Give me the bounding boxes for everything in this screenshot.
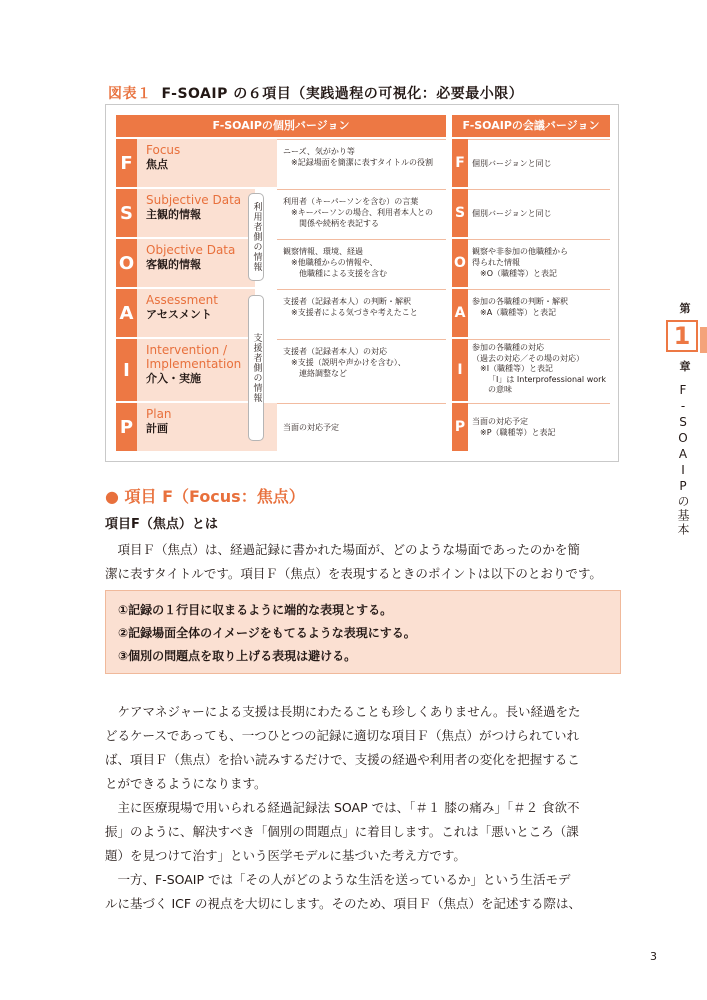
meeting-row-letter: S (452, 189, 468, 237)
row-name-en: Objective Data (146, 243, 236, 257)
meeting-desc-note: ※P（職種等）と表記 (480, 428, 556, 437)
paragraph-line: 題）を見つけて治す」という医学モデルに基づいた考え方です。 (105, 848, 466, 863)
row-letter: P (116, 403, 137, 451)
row-description (277, 289, 446, 337)
meeting-row-letter: P (452, 403, 468, 451)
meeting-desc-note: ※A（職種等）と表記 (480, 308, 557, 317)
paragraph-line: どるケースであっても、一つひとつの記録に適切な項目Ｆ（焦点）がつけられていれ (105, 728, 580, 743)
desc-note: ※キーパーソンの場合、利用者本人との (291, 208, 433, 217)
row-description (277, 403, 446, 451)
chapter-number: 1 (666, 320, 698, 352)
paragraph-line: 潔に表すタイトルです。項目Ｆ（焦点）を表現するときのポイントは以下のとおりです。 (105, 566, 602, 581)
row-name-ja: アセスメント (146, 308, 212, 321)
row-description (277, 139, 446, 187)
row-letter: O (116, 239, 137, 287)
meeting-desc-line: 当面の対応予定 (472, 417, 528, 426)
meeting-row-description (468, 239, 610, 287)
row-name (137, 239, 255, 287)
chapter-suffix: 章 (679, 360, 691, 373)
row-name-ja: 介入・実施 (146, 372, 201, 385)
desc-note: 関係や続柄を表記する (299, 219, 379, 228)
meeting-row-s (452, 189, 610, 237)
paragraph-line: 主に医療現場で用いられる経過記録法 SOAP では、「＃１ 膝の痛み」「＃２ 食欲不 (105, 800, 580, 815)
row-name (137, 139, 277, 187)
row-name (137, 339, 255, 401)
meeting-row-letter: A (452, 289, 468, 337)
row-letter: A (116, 289, 137, 337)
desc-note: 連絡調整など (299, 369, 347, 378)
chapter-indicator (662, 300, 707, 374)
desc-note: ※支援者による気づきや考えたこと (291, 308, 418, 317)
row-name-en: Focus (146, 143, 181, 157)
desc-line: 支援者（記録者本人）の対応 (283, 347, 387, 356)
meeting-desc-line: 観察や非参加の他職種から (472, 247, 568, 256)
paragraph-line: とができるようになります。 (105, 776, 267, 791)
meeting-desc-line: 得られた情報 (472, 258, 520, 267)
figure-title (108, 83, 523, 103)
intro-paragraph (105, 538, 627, 586)
meeting-desc-note: ※O（職種等）と表記 (480, 269, 557, 278)
body-paragraphs (105, 700, 627, 916)
page-number: 3 (650, 950, 657, 963)
supporter-side-info-bracket: 支援者側の情報 (248, 295, 264, 441)
chapter-title: F-SOAIPの基本 (676, 383, 690, 537)
key-point: ②記録場面全体のイメージをもてるような表現にする。 (118, 626, 416, 640)
desc-note: ※記録場面を簡潔に表すタイトルの役割 (291, 158, 433, 167)
meeting-row-description (468, 339, 610, 401)
meeting-desc-line: 参加の各職種の判断・解釈 (472, 297, 568, 306)
row-name-en: Subjective Data (146, 193, 242, 207)
key-points-box (105, 590, 621, 674)
paragraph-line: ルに基づく ICF の視点を大切にします。そのため、項目Ｆ（焦点）を記述する際は、 (105, 896, 582, 911)
desc-line: 当面の対応予定 (283, 423, 339, 432)
chapter-prefix: 第 (679, 302, 691, 315)
meeting-row-a (452, 289, 610, 337)
meeting-row-description (468, 189, 610, 237)
meeting-row-f (452, 139, 610, 187)
desc-line: 支援者（記録者本人）の判断・解釈 (283, 297, 411, 306)
row-name-en: Plan (146, 407, 172, 421)
paragraph-line: 項目Ｆ（焦点）は、経過記録に書かれた場面が、どのような場面であったのかを簡 (105, 542, 580, 557)
desc-line: ニーズ、気がかり等 (283, 147, 355, 156)
row-description (277, 189, 446, 237)
figure-title-text: F-SOAIP の６項目（実践過程の可視化：必要最小限） (161, 86, 524, 102)
meeting-row-o (452, 239, 610, 287)
paragraph-line: ケアマネジャーによる支援は長期にわたることも珍しくありません。長い経過をた (105, 704, 581, 719)
meeting-version-header: F-SOAIPの会議バージョン (452, 115, 610, 137)
meeting-desc-line: 個別バージョンと同じ (472, 159, 552, 168)
desc-note: ※支援（説明や声かけを含む）、 (291, 358, 406, 367)
meeting-row-description (468, 403, 610, 451)
desc-line: 利用者（キーパーソンを含む）の言葉 (283, 197, 419, 206)
row-name (137, 189, 255, 237)
f-soaip-table (105, 104, 619, 462)
row-letter: F (116, 139, 137, 187)
meeting-row-i (452, 339, 610, 401)
row-name-en: Implementation (146, 357, 242, 371)
meeting-desc-note: の意味 (488, 385, 512, 394)
row-name-ja: 焦点 (146, 158, 168, 171)
user-side-info-bracket: 利用者側の情報 (248, 193, 264, 281)
meeting-row-letter: F (452, 139, 468, 187)
meeting-desc-line: （過去の対応／その場の対応） (472, 353, 584, 363)
key-point: ③個別の問題点を取り上げる表現は避ける。 (118, 649, 357, 663)
meeting-desc-line: 個別バージョンと同じ (472, 209, 552, 218)
meeting-row-description (468, 289, 610, 337)
key-point: ①記録の１行目に収まるように端的な表現とする。 (118, 603, 393, 617)
meeting-row-description (468, 139, 610, 187)
row-letter: S (116, 189, 137, 237)
section-heading: ● 項目 F（Focus：焦点） (105, 487, 305, 506)
row-name-ja: 計画 (146, 422, 168, 435)
subsection-heading: 項目F（焦点）とは (105, 517, 218, 532)
row-description (277, 239, 446, 287)
meeting-row-letter: I (452, 339, 468, 401)
desc-note: 他職種による支援を含む (299, 269, 387, 278)
row-description (277, 339, 446, 401)
figure-label: 図表１ (108, 86, 152, 102)
row-name-en: Assessment (146, 293, 218, 307)
desc-line: 観察情報、環境、経過 (283, 247, 363, 256)
paragraph-line: 振」のように、解決すべき「個別の問題点」に着目します。これは「悪いところ（課 (105, 824, 579, 839)
individual-version-header: F-SOAIPの個別バージョン (116, 115, 446, 137)
row-letter: I (116, 339, 137, 401)
paragraph-line: 一方、F-SOAIP では「その人がどのような生活を送っているか」という生活モデ (105, 872, 571, 887)
meeting-row-letter: O (452, 239, 468, 287)
paragraph-line: ば、項目Ｆ（焦点）を拾い読みするだけで、支援の経過や利用者の変化を把握するこ (105, 752, 580, 767)
desc-note: ※他職種からの情報や、 (291, 258, 378, 267)
meeting-desc-note: 「I」は Interprofessional work (488, 374, 607, 384)
meeting-row-p (452, 403, 610, 451)
meeting-desc-line: 参加の各職種の対応 (472, 343, 544, 352)
row-name (137, 289, 255, 337)
meeting-desc-note: ※I（職種等）と表記 (480, 364, 554, 373)
row-name-en: Intervention / (146, 343, 228, 357)
row-name-ja: 客観的情報 (146, 258, 201, 271)
row-name-ja: 主観的情報 (146, 208, 201, 221)
